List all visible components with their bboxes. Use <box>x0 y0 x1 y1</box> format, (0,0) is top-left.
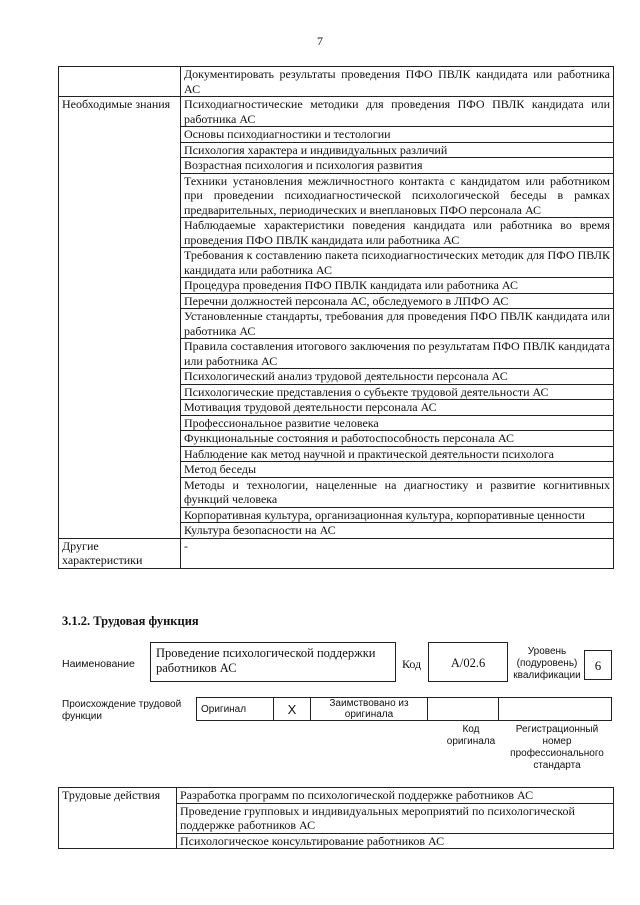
other-characteristics-value: - <box>181 538 614 568</box>
knowledge-item: Наблюдение как метод научной и практической деятельности психолога <box>181 446 614 462</box>
knowledge-item: Техники установления межличностного контакта с кандидатом или работником при проведении психодиагностической психологической беседы в рамках предварительных, периодических и внеплановых ПФО персонала АС <box>181 173 614 218</box>
table-row <box>59 788 614 804</box>
knowledge-label: Необходимые знания <box>59 97 181 539</box>
name-label: Наименование <box>62 658 135 670</box>
knowledge-item: Основы психодиагностики и тестологии <box>181 127 614 143</box>
knowledge-item: Психологический анализ трудовой деятельности персонала АС <box>181 369 614 385</box>
knowledge-item: Функциональные состояния и работоспособность персонала АС <box>181 431 614 447</box>
origin-table <box>196 697 612 721</box>
function-code-box: А/02.6 <box>428 642 508 682</box>
knowledge-item: Методы и технологии, нацеленные на диагностику и развитие когнитивных функций человека <box>181 477 614 507</box>
knowledge-item: Возрастная психология и психология развития <box>181 158 614 174</box>
original-code-caption: Код оригинала <box>446 724 496 747</box>
knowledge-item: Требования к составлению пакета психодиагностических методик для ПФО ПВЛК кандидата или работника АС <box>181 248 614 278</box>
knowledge-item: Установленные стандарты, требования для проведения ПФО ПВЛК кандидата или работника АС <box>181 309 614 339</box>
knowledge-item: Перечни должностей персонала АС, обследуемого в ЛПФО АС <box>181 293 614 309</box>
empty-cell <box>59 67 181 97</box>
qualification-level-label: Уровень (подуровень) квалификации <box>513 646 581 681</box>
original-mark: X <box>274 698 311 721</box>
continuation-item: Документировать результаты проведения ПФО ПВЛК кандидата или работника АС <box>181 67 614 97</box>
knowledge-item: Психология характера и индивидуальных различий <box>181 142 614 158</box>
knowledge-item: Культура безопасности на АС <box>181 523 614 539</box>
knowledge-item: Психодиагностические методики для проведения ПФО ПВЛК кандидата или работника АС <box>181 97 614 127</box>
labor-action-item: Разработка программ по психологической поддержке работников АС <box>177 788 614 804</box>
labor-action-item: Психологическое консультирование работников АС <box>177 833 614 849</box>
table-row <box>59 67 614 97</box>
table-row <box>59 538 614 568</box>
other-characteristics-label: Другие характеристики <box>59 538 181 568</box>
section-title: 3.1.2. Трудовая функция <box>62 614 199 628</box>
code-label: Код <box>402 657 422 671</box>
origin-label: Происхождение трудовой функции <box>62 699 182 722</box>
original-code-cell <box>428 698 499 721</box>
knowledge-item: Правила составления итогового заключения по результатам ПФО ПВЛК кандидата или работника АС <box>181 339 614 369</box>
knowledge-item: Наблюдаемые характеристики поведения кандидата или работника во время проведения ПФО ПВЛК кандидата или работника АС <box>181 218 614 248</box>
knowledge-item: Корпоративная культура, организационная культура, корпоративные ценности <box>181 507 614 523</box>
knowledge-item: Мотивация трудовой деятельности персонала АС <box>181 400 614 416</box>
knowledge-item: Метод беседы <box>181 462 614 478</box>
qualification-level-box: 6 <box>584 650 612 680</box>
labor-action-item: Проведение групповых и индивидуальных мероприятий по психологической поддержке работников АС <box>177 803 614 833</box>
labor-actions-table <box>58 787 614 849</box>
knowledge-item: Профессиональное развитие человека <box>181 415 614 431</box>
original-label: Оригинал <box>197 698 274 721</box>
borrowed-label: Заимствовано из оригинала <box>311 698 428 721</box>
registration-number-caption: Регистрационный номер профессионального стандарта <box>510 724 604 771</box>
requirements-table <box>58 66 614 569</box>
table-row <box>59 97 614 127</box>
labor-actions-label: Трудовые действия <box>59 788 177 849</box>
registration-number-cell <box>499 698 612 721</box>
knowledge-item: Процедура проведения ПФО ПВЛК кандидата или работника АС <box>181 278 614 294</box>
page-number: 7 <box>317 34 323 48</box>
function-name-box: Проведение психологической поддержки работников АС <box>150 642 396 682</box>
knowledge-item: Психологические представления о субъекте трудовой деятельности АС <box>181 384 614 400</box>
